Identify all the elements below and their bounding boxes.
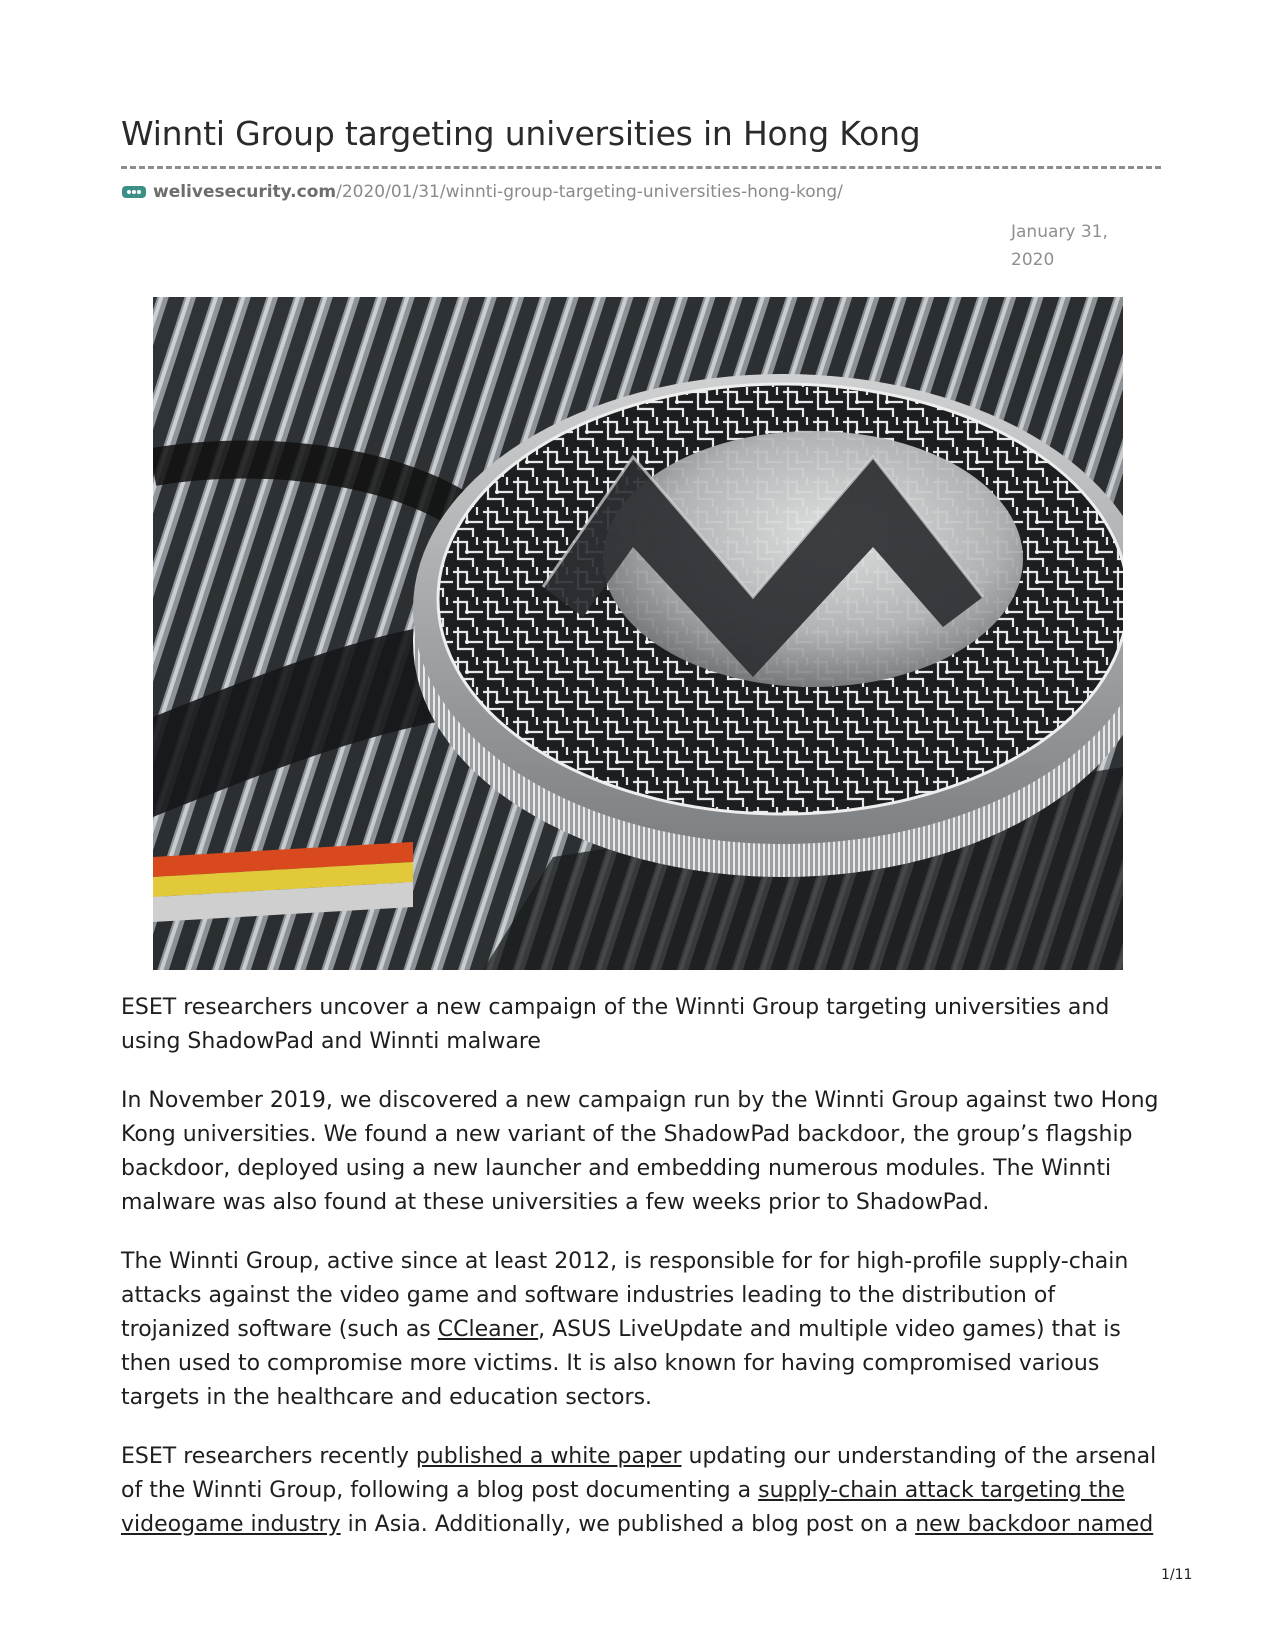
article-body	[121, 991, 1161, 1567]
paragraph-text: The Winnti Group, active since at least 2012, is responsible for for high-profile supply-chain attacks against the video game and software industries leading to the distribution of trojanized software (such as	[121, 1249, 1129, 1342]
publish-date-line1: January 31,	[1011, 222, 1108, 242]
article-paragraph: In November 2019, we discovered a new campaign run by the Winnti Group against two Hong Kong universities. We found a new variant of the ShadowPad backdoor, the group’s flagship backdoor, deployed using a new launcher and embedding numerous modules. The Winnti malware was also found at these universities a few weeks prior to ShadowPad.	[121, 1088, 1159, 1215]
article-paragraph	[121, 1440, 1161, 1542]
source-domain[interactable]: welivesecurity.com	[153, 182, 337, 202]
page-number: 1/11	[1161, 1567, 1193, 1583]
supply-chain-attack-link[interactable]: supply-chain attack targeting the videogame industry	[121, 1478, 1125, 1537]
white-paper-link[interactable]: published a white paper	[415, 1444, 682, 1469]
paragraph-text: in Asia. Additionally, we published a blog post on a	[340, 1512, 916, 1537]
publish-date	[1011, 218, 1131, 274]
article-intro: ESET researchers uncover a new campaign of the Winnti Group targeting universities and using ShadowPad and Winnti malware	[121, 995, 1110, 1054]
paragraph-text: updating our understanding of the arsenal of the Winnti Group, following a blog post documenting a	[121, 1444, 1157, 1503]
publish-date-line2: 2020	[1011, 250, 1055, 270]
title-divider	[121, 166, 1161, 169]
article-paragraph	[121, 1245, 1161, 1415]
paragraph-text: ESET researchers recently	[121, 1444, 416, 1469]
hero-image	[153, 297, 1123, 970]
ccleaner-link[interactable]: CCleaner	[437, 1317, 539, 1342]
new-backdoor-link[interactable]: new backdoor named	[915, 1512, 1154, 1537]
paragraph-text: , ASUS LiveUpdate and multiple video games) that is then used to compromise more victims. It is also known for having compromised various targets in the healthcare and education sectors.	[121, 1317, 1121, 1410]
link-chain-icon	[121, 184, 147, 200]
source-url[interactable]	[121, 180, 843, 204]
article-title: Winnti Group targeting universities in Hong Kong	[121, 114, 921, 153]
coin-on-fan-illustration	[153, 297, 1123, 970]
source-path[interactable]: /2020/01/31/winnti-group-targeting-universities-hong-kong/	[336, 182, 843, 202]
